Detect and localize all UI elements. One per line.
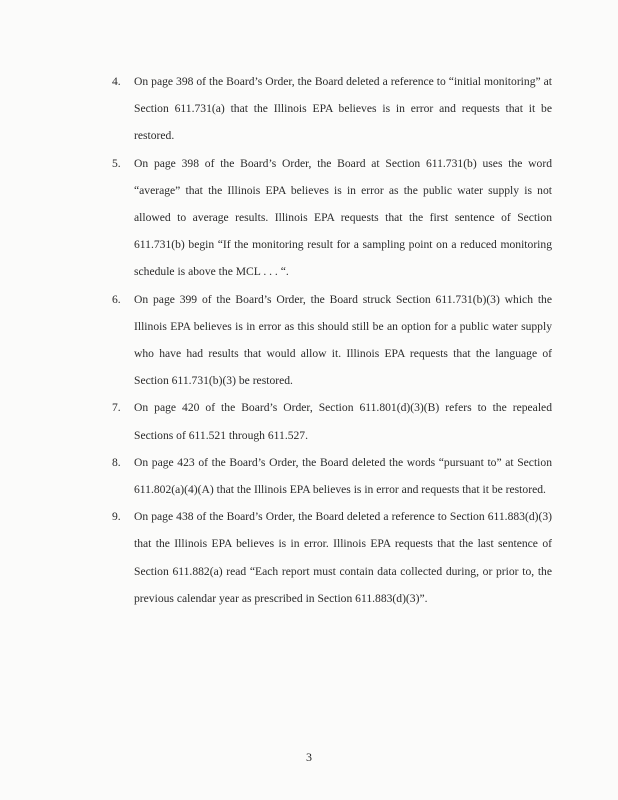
paragraph-item-8 [112,449,552,503]
paragraph-number: 8. [112,455,121,469]
paragraph-item-4 [112,68,552,150]
paragraph-text: On page 420 of the Board’s Order, Section 611.801(d)(3)(B) refers to the repealed Sections of 611.521 through 611.527. [134,401,552,442]
paragraph-text: On page 423 of the Board’s Order, the Board deleted the words “pursuant to” at Section 611.802(a)(4)(A) that the Illinois EPA believes is in error and requests that it be restored. [134,455,552,497]
paragraph-item-9 [112,503,552,612]
paragraph-text: On page 398 of the Board’s Order, the Board deleted a reference to “initial monitoring” at Section 611.731(a) that the Illinois EPA believes is in error and requests that it be restored. [134,75,552,143]
numbered-paragraph-list [112,68,552,612]
paragraph-number: 7. [112,401,121,415]
paragraph-number: 4. [112,75,121,88]
paragraph-text: On page 399 of the Board’s Order, the Board struck Section 611.731(b)(3) which the Illinois EPA believes is in error as this should still be an option for a public water supply who have had results that would allow it. Illinois EPA requests that the language of Section 611.731(b)(3) be restored. [134,292,552,388]
paragraph-number: 9. [112,510,121,524]
paragraph-item-5 [112,150,552,286]
paragraph-number: 6. [112,292,121,306]
paragraph-item-6 [112,286,552,395]
page-number: 3 [306,750,312,764]
paragraph-item-7 [112,394,552,448]
paragraph-number: 5. [112,156,121,170]
paragraph-text: On page 438 of the Board’s Order, the Board deleted a reference to Section 611.883(d)(3) that the Illinois EPA believes is in error. Illinois EPA requests that the last sentence of Section 611.882(a) read “Each report must contain data collected during, or prior to, the previous calendar year as prescribed in Section 611.883(d)(3)”. [134,510,552,605]
paragraph-text: On page 398 of the Board’s Order, the Board at Section 611.731(b) uses the word “average” that the Illinois EPA believes is in error as the public water supply is not allowed to average results. Illinois EPA requests that the first sentence of Section 611.731(b) begin “If the monitoring result for a sampling point on a reduced monitoring schedule is above the MCL . . . “. [134,156,552,279]
